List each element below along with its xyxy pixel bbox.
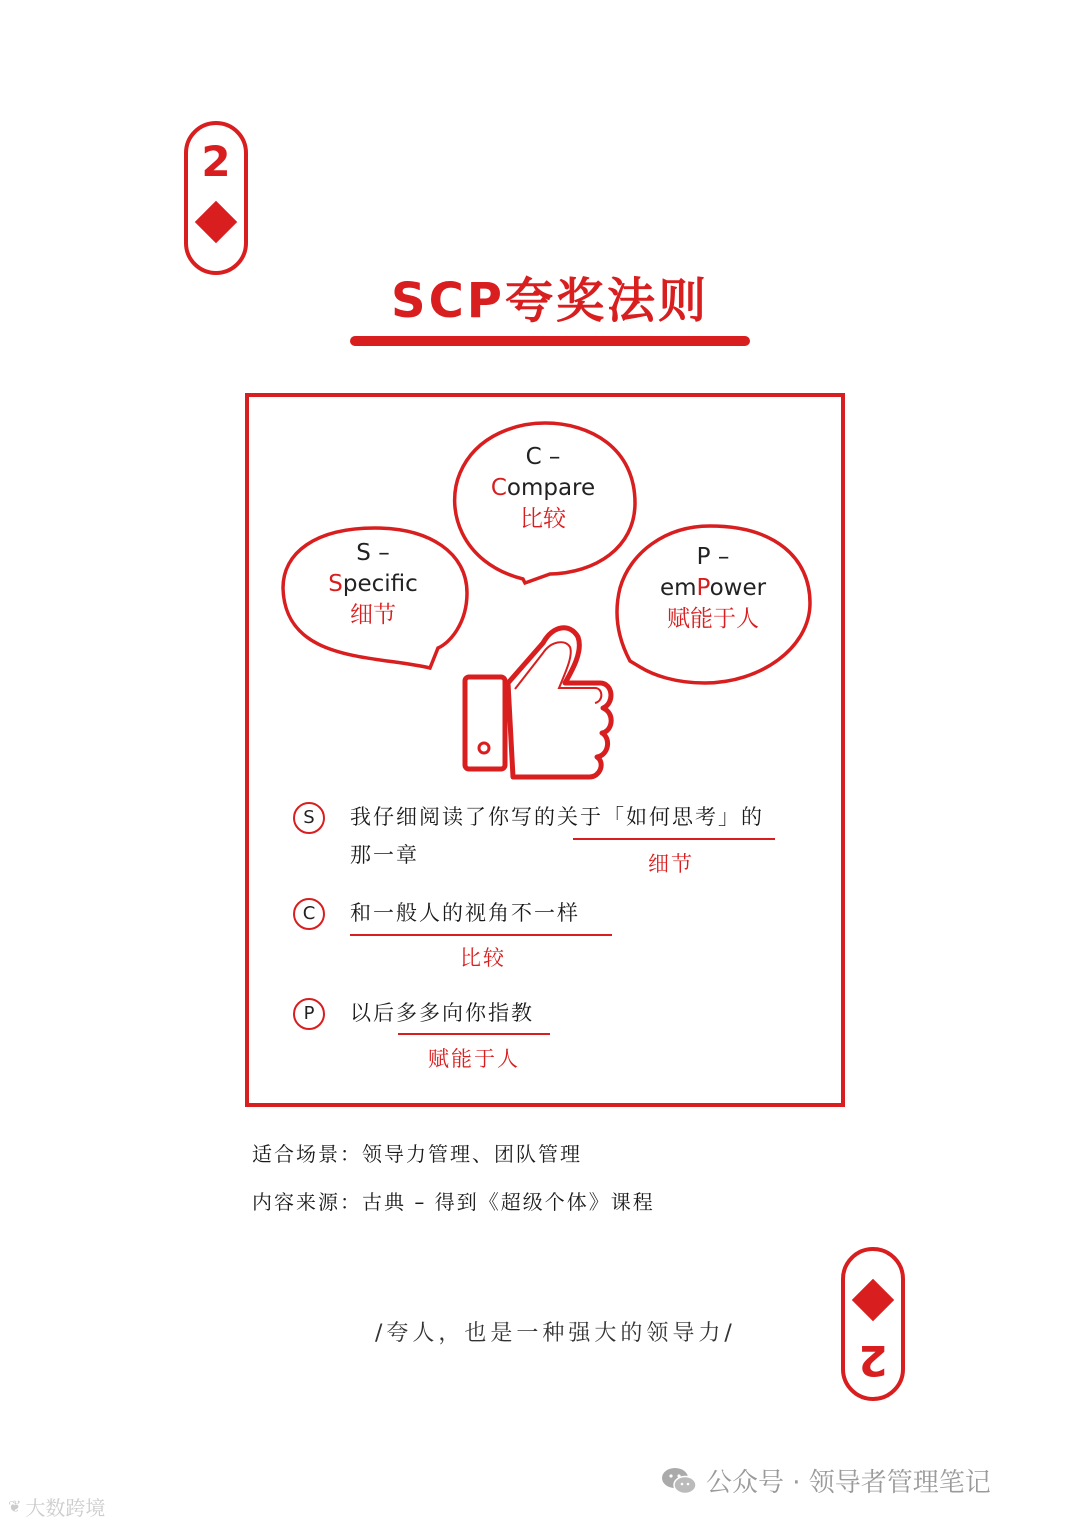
diamond-icon: [195, 201, 237, 243]
card-number: 2: [201, 137, 231, 186]
watermark-left: [8, 1492, 105, 1521]
card-badge-bottom: [841, 1247, 905, 1401]
item-marker-c: C: [293, 898, 325, 930]
card-number-bottom: 2: [858, 1336, 888, 1385]
item-s-text: [350, 798, 820, 874]
specific-first-letter: S: [328, 571, 343, 598]
compare-label-letter: C –: [525, 444, 561, 470]
item-c-tag: 比较: [460, 946, 506, 970]
item-s-line1: 我仔细阅读了你写的关于「如何思考」的: [350, 805, 764, 829]
empower-label-letter: P –: [696, 544, 730, 570]
item-s-tag: 细节: [648, 852, 694, 876]
item-p-text: 以后多多向你指教: [350, 1001, 534, 1025]
title-underline: [350, 336, 750, 346]
item-s-underline: [573, 838, 775, 840]
item-marker-p: P: [293, 998, 325, 1030]
item-s-line2: 那一章: [350, 843, 419, 867]
watermark-right-text: 公众号 · 领导者管理笔记: [706, 1468, 991, 1498]
specific-bubble-text: [310, 538, 436, 631]
compare-word: [480, 473, 606, 504]
empower-cn: 赋能于人: [667, 606, 759, 633]
specific-cn: 细节: [350, 602, 396, 629]
empower-prefix: em: [659, 575, 697, 602]
specific-word: [310, 569, 436, 600]
meta-source: 内容来源：古典 – 得到《超级个体》课程: [252, 1190, 655, 1214]
item-marker-s: S: [293, 802, 325, 834]
card-badge-top: [184, 121, 248, 275]
empower-first-letter: P: [696, 575, 710, 602]
empower-bubble-text: [640, 542, 786, 635]
watermark-right: [660, 1462, 991, 1499]
specific-label-letter: S –: [356, 540, 390, 566]
empower-rest: ower: [709, 575, 767, 602]
diamond-icon: [852, 1279, 894, 1321]
watermark-logo-icon: ❦: [8, 1497, 22, 1516]
watermark-left-text: 大数跨境: [25, 1496, 106, 1520]
slogan: /夸人，也是一种强大的领导力/: [375, 1321, 736, 1346]
thumbs-up-icon: [465, 628, 611, 777]
meta-scene: 适合场景：领导力管理、团队管理: [252, 1142, 582, 1166]
compare-cn: 比较: [520, 506, 566, 533]
item-c-underline: [350, 934, 612, 936]
compare-first-letter: C: [490, 475, 507, 502]
page-title: SCP夸奖法则: [391, 273, 709, 329]
empower-word: [640, 573, 786, 604]
wechat-icon: [660, 1465, 698, 1497]
compare-rest: ompare: [506, 475, 596, 502]
item-p-tag: 赋能于人: [428, 1047, 520, 1071]
item-c-text: 和一般人的视角不一样: [350, 901, 580, 925]
compare-bubble-text: [480, 442, 606, 535]
specific-rest: pecific: [342, 571, 418, 598]
item-p-underline: [398, 1033, 550, 1035]
